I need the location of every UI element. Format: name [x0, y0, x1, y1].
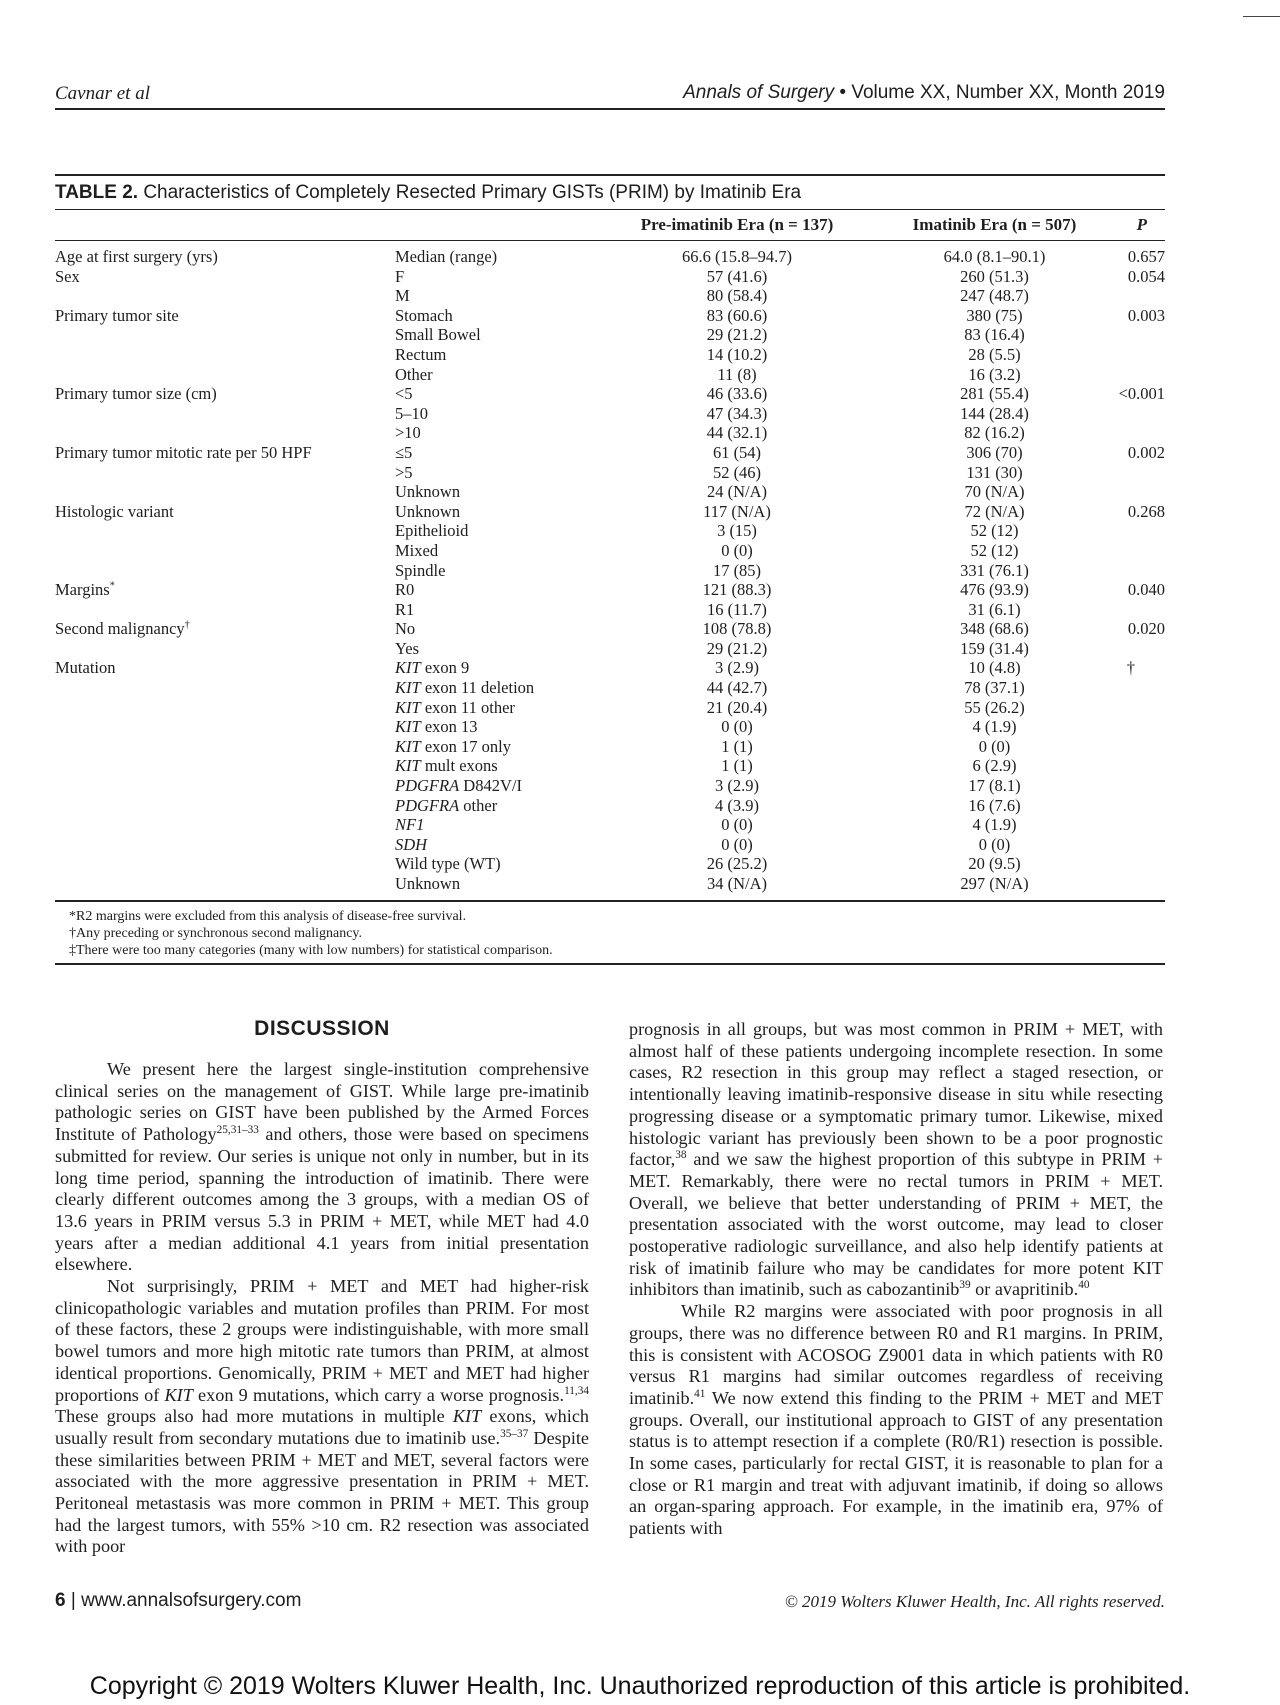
row-category [395, 482, 460, 502]
discussion-right-column [629, 1019, 1163, 1540]
page-footer [55, 1590, 1165, 1616]
footer-separator: | [70, 1590, 76, 1611]
text-run: or avapritinib. [970, 1279, 1079, 1300]
table-row [55, 678, 1165, 698]
pre-imatinib-value: 34 (N/A) [706, 874, 768, 893]
text-run: Not surprisingly, PRIM + MET and MET had higher-risk clinicopathologic variables and mutation profiles than PRIM. For most of these factors, these 2 groups were indistinguishable, with more small bowel tumors and more high mitotic rate tumors than PRIM, at almost identical proportions. Genomically, PRIM + MET and MET had higher proportions of [55, 1276, 589, 1405]
gene-name: KIT [395, 658, 421, 678]
category-label: ≤5 [395, 442, 413, 462]
category-label: No [395, 619, 416, 639]
imatinib-value: 331 (76.1) [960, 560, 1029, 580]
journal-website-link[interactable]: www.annalsofsurgery.com [81, 1590, 302, 1611]
citation: 39 [959, 1279, 971, 1292]
text-run: While R2 margins were associated with poor prognosis in all groups, there was no difference between R0 and R1 margins. In PRIM, this is consistent with ACOSOG Z9001 data in which patients with R0 versus R1 margins had similar outcomes regardless of receiving imatinib. [629, 1301, 1163, 1408]
journal-issue: Volume XX, Number XX, Month 2019 [851, 82, 1165, 103]
imatinib-value: 281 (55.4) [960, 384, 1029, 404]
discussion-left-column [55, 1059, 589, 1558]
imatinib-value: 64.0 (8.1–90.1) [943, 247, 1046, 266]
pre-imatinib-value: 1 (1) [721, 756, 753, 776]
row-category [395, 658, 469, 678]
row-category [395, 874, 460, 894]
gene-name: SDH [395, 834, 428, 854]
category-label: 5–10 [395, 403, 428, 423]
imatinib-value: 6 (2.9) [972, 756, 1017, 776]
p-value: <0.001 [1118, 384, 1165, 404]
pre-imatinib-value: 11 (8) [717, 364, 757, 384]
gene-name: KIT [395, 736, 421, 756]
table-row [55, 443, 1165, 463]
imatinib-value: 260 (51.3) [960, 266, 1029, 286]
table-label: TABLE 2. [55, 182, 139, 203]
table-row [55, 345, 1165, 365]
header-imatinib: Imatinib Era (n = 507) [912, 215, 1077, 234]
gene-name: KIT [164, 1384, 193, 1405]
text-run: We now extend this finding to the PRIM + MET and MET groups. Overall, our institutional approach to GIST of any presentation status is to attempt resection if a complete (R0/R1) resection is possible. In some cases, particularly for rectal GIST, it is reasonable to plan for a close or R1 margin and treat with adjuvant imatinib, if doing so allows an organ-sparing approach. For example, in the imatinib era, 97% of patients with [629, 1387, 1163, 1539]
discussion-paragraph [629, 1301, 1163, 1540]
table-row [55, 580, 1165, 600]
pre-imatinib-value: 3 (2.9) [715, 776, 759, 796]
text-run: These groups also had more mutations in multiple [55, 1406, 453, 1427]
row-category [395, 306, 453, 326]
table-row [55, 737, 1165, 757]
pre-imatinib-value: 4 (3.9) [715, 795, 759, 815]
text-run: exon 9 mutations, which carry a worse prognosis. [192, 1384, 565, 1405]
variable-label: Histologic variant [55, 501, 174, 521]
imatinib-value: 159 (31.4) [960, 638, 1029, 658]
imatinib-value: 16 (3.2) [968, 364, 1021, 384]
gene-name: KIT [395, 697, 421, 717]
category-label: Wild type (WT) [395, 854, 501, 874]
row-variable [55, 658, 116, 678]
copyright-notice: Copyright © 2019 Wolters Kluwer Health, Inc. Unauthorized reproduction of this article is prohibited. [89, 1672, 1191, 1700]
row-category [395, 854, 501, 874]
running-head-journal [683, 82, 1165, 104]
imatinib-value: 31 (6.1) [968, 599, 1021, 619]
category-label: Yes [395, 638, 420, 658]
table-row [55, 267, 1165, 287]
row-variable [55, 502, 174, 522]
pre-imatinib-value: 57 (41.6) [706, 266, 768, 286]
category-label: Rectum [395, 344, 447, 364]
table-row [55, 698, 1165, 718]
imatinib-value: 82 (16.2) [964, 423, 1025, 443]
category-label: Spindle [395, 560, 446, 580]
pre-imatinib-value: 3 (2.9) [715, 658, 759, 678]
footnote-second-malignancy: †Any preceding or synchronous second malignancy. [69, 925, 363, 941]
header-pre-imatinib: Pre-imatinib Era (n = 137) [640, 215, 834, 234]
table-row [55, 756, 1165, 776]
category-label: Epithelioid [395, 521, 469, 541]
imatinib-value: 131 (30) [966, 462, 1023, 482]
table-caption-text: Characteristics of Completely Resected Primary GISTs (PRIM) by Imatinib Era [143, 182, 802, 203]
table-row [55, 639, 1165, 659]
row-category [395, 502, 460, 522]
category-label: exon 11 deletion [420, 678, 535, 698]
pre-imatinib-value: 21 (20.4) [706, 697, 768, 717]
pre-imatinib-value: 29 (21.2) [706, 638, 768, 658]
text-run: Despite these similarities between PRIM + MET and MET, several factors were associated with the more aggressive presentation in PRIM + MET. Peritoneal metastasis was more common in PRIM + MET. This group had the largest tumors, with 55% >10 cm. R2 resection was associated with poor [55, 1427, 589, 1557]
category-label: exon 17 only [420, 736, 511, 756]
imatinib-value: 20 (9.5) [968, 854, 1021, 874]
category-label: D842V/I [459, 776, 522, 796]
category-label: exon 11 other [420, 697, 515, 717]
citation: 25,31–33 [216, 1124, 259, 1137]
row-category [395, 404, 428, 424]
text-run: and others, those were based on specimens submitted for review. Our series is unique not only in number, but in its long time period, spanning the introduction of imatinib. There were clearly different outcomes among the 3 groups, with a median OS of 13.6 years in PRIM versus 5.3 in PRIM + MET, while MET had 4.0 years after a median additional 4.1 years from initial presentation elsewhere. [55, 1124, 589, 1275]
row-category [395, 835, 427, 855]
imatinib-value: 247 (48.7) [960, 286, 1029, 306]
imatinib-value: 17 (8.1) [968, 776, 1021, 796]
row-variable [55, 384, 217, 404]
citation: 40 [1078, 1279, 1090, 1292]
table-row [55, 717, 1165, 737]
table-row [55, 306, 1165, 326]
row-category [395, 639, 419, 659]
row-category [395, 521, 468, 541]
gene-name: KIT [395, 756, 421, 776]
row-variable [55, 267, 80, 287]
footnote-r2: *R2 margins were excluded from this analysis of disease-free survival. [69, 908, 467, 924]
row-category [395, 247, 497, 267]
discussion-paragraph [55, 1276, 589, 1558]
category-label: Unknown [395, 482, 461, 502]
row-variable [55, 247, 218, 267]
citation: 35–37 [500, 1427, 529, 1440]
row-category [395, 286, 410, 306]
table-row [55, 463, 1165, 483]
p-value: 0.020 [1127, 619, 1165, 639]
pre-imatinib-value: 16 (11.7) [707, 599, 767, 619]
pre-imatinib-value: 47 (34.3) [706, 403, 768, 423]
imatinib-value: 297 (N/A) [960, 874, 1029, 893]
discussion-paragraph [55, 1059, 589, 1276]
row-variable [55, 580, 115, 600]
bullet-separator: • [839, 82, 847, 103]
table-row [55, 404, 1165, 424]
discussion-heading: DISCUSSION [254, 1017, 390, 1040]
category-label: >5 [395, 462, 413, 482]
pre-imatinib-value: 24 (N/A) [706, 482, 768, 502]
table-row [55, 325, 1165, 345]
table-row [55, 541, 1165, 561]
imatinib-value: 70 (N/A) [964, 482, 1025, 502]
table-row [55, 247, 1165, 267]
text-run: and we saw the highest proportion of this subtype in PRIM + MET. Remarkably, there were no rectal tumors in PRIM + MET. Overall, we believe that better understanding of PRIM + MET, the presentation associated with the worst outcome, may lead to closer postoperative radiologic surveillance, and also help identify patients at risk of imatinib failure who may be candidates for more potent KIT inhibitors than imatinib, such as cabozantinib [629, 1149, 1163, 1300]
imatinib-value: 72 (N/A) [964, 501, 1025, 521]
p-value: 0.268 [1127, 501, 1165, 521]
pre-imatinib-value: 66.6 (15.8–94.7) [682, 247, 792, 266]
row-category [395, 678, 534, 698]
category-label: R1 [395, 599, 415, 619]
category-label: Unknown [395, 874, 461, 893]
row-category [395, 463, 413, 483]
variable-label: Age at first surgery (yrs) [55, 247, 218, 266]
row-category [395, 580, 414, 600]
pre-imatinib-value: 0 (0) [721, 717, 753, 737]
category-label: F [395, 266, 405, 286]
row-category [395, 737, 511, 757]
table-row [55, 502, 1165, 522]
pre-imatinib-value: 44 (32.1) [706, 423, 768, 443]
page-number: 6 [55, 1590, 66, 1611]
category-label: M [395, 286, 410, 306]
row-category [395, 561, 445, 581]
category-label: Stomach [395, 305, 453, 325]
table-row [55, 854, 1165, 874]
table-row [55, 286, 1165, 306]
pre-imatinib-value: 0 (0) [721, 815, 753, 835]
p-value: † [1126, 658, 1135, 678]
corner-rule [1243, 16, 1280, 17]
row-category [395, 756, 498, 776]
pre-imatinib-value: 26 (25.2) [706, 854, 768, 874]
category-label: other [459, 795, 498, 815]
imatinib-value: 380 (75) [966, 305, 1023, 325]
pre-imatinib-value: 121 (88.3) [702, 580, 772, 600]
gene-name: KIT [395, 717, 421, 737]
pre-imatinib-value: 117 (N/A) [703, 501, 771, 521]
variable-label: Primary tumor mitotic rate per 50 HPF [55, 442, 312, 462]
p-value: 0.657 [1127, 247, 1165, 266]
imatinib-value: 0 (0) [978, 736, 1011, 756]
table-header [55, 210, 1165, 240]
variable-label: Sex [55, 266, 80, 286]
p-value: 0.054 [1127, 266, 1165, 286]
table-2 [55, 174, 1165, 965]
variable-label: Primary tumor size (cm) [55, 384, 217, 404]
table-row [55, 600, 1165, 620]
citation: 11,34 [564, 1384, 589, 1397]
gene-name: KIT [395, 678, 421, 698]
category-label: Median (range) [395, 247, 498, 266]
row-category [395, 365, 433, 385]
footer-rights: © 2019 Wolters Kluwer Health, Inc. All rights reserved. [784, 1592, 1165, 1611]
row-category [395, 796, 497, 816]
row-category [395, 600, 414, 620]
pre-imatinib-value: 0 (0) [721, 834, 753, 854]
table-row [55, 561, 1165, 581]
row-category [395, 541, 438, 561]
table-row [55, 776, 1165, 796]
table-end-rule [55, 963, 1165, 965]
gene-name: PDGFRA [395, 795, 460, 815]
text-run: exons, which usually result from secondary mutations due to imatinib use. [55, 1406, 589, 1448]
gene-name: PDGFRA [395, 776, 460, 796]
table-row [55, 619, 1165, 639]
row-category [395, 619, 415, 639]
row-variable [55, 443, 312, 463]
category-label: mult exons [420, 756, 498, 776]
table-row [55, 658, 1165, 678]
footnote-marker: * [109, 580, 115, 592]
text-run: prognosis in all groups, but was most common in PRIM + MET, with almost half of these patients undergoing incomplete resection. In some cases, R2 resection in this group may reflect a staged resection, or intentionally leaving imatinib-responsive disease in situ while resecting progressing disease or a symptomatic primary tumor. Likewise, mixed histologic variant has previously been shown to be a poor prognostic factor, [629, 1019, 1163, 1170]
variable-label: Mutation [55, 658, 116, 678]
row-category [395, 423, 421, 443]
row-category [395, 776, 522, 796]
row-variable [55, 619, 190, 639]
pre-imatinib-value: 17 (85) [712, 560, 762, 580]
pre-imatinib-value: 29 (21.2) [706, 325, 768, 345]
imatinib-value: 83 (16.4) [964, 325, 1025, 345]
imatinib-value: 348 (68.6) [960, 619, 1029, 639]
imatinib-value: 10 (4.8) [968, 658, 1021, 678]
imatinib-value: 0 (0) [978, 834, 1011, 854]
row-category [395, 267, 404, 287]
table-row [55, 835, 1165, 855]
table-row [55, 423, 1165, 443]
pre-imatinib-value: 80 (58.4) [706, 286, 768, 306]
gene-name: KIT [452, 1406, 482, 1427]
imatinib-value: 52 (12) [970, 540, 1019, 560]
category-label: Other [395, 364, 433, 384]
text-run: We present here the largest single-institution comprehensive clinical series on the management of GIST. While large pre-imatinib pathologic series on GIST have been published by the Armed Forces Institute of Pathology [55, 1059, 589, 1145]
table-footnotes [55, 902, 1165, 963]
row-variable [55, 306, 179, 326]
table-row [55, 521, 1165, 541]
category-label: exon 9 [420, 658, 470, 678]
table-row [55, 365, 1165, 385]
footer-left [55, 1590, 301, 1612]
running-head-authors: Cavnar et al [55, 83, 150, 104]
category-label: Mixed [395, 540, 439, 560]
imatinib-value: 4 (1.9) [972, 717, 1017, 737]
table-row [55, 796, 1165, 816]
category-label: R0 [395, 580, 415, 600]
discussion-paragraph [629, 1019, 1163, 1301]
pre-imatinib-value: 1 (1) [721, 736, 753, 756]
row-category [395, 384, 413, 404]
imatinib-value: 28 (5.5) [968, 344, 1021, 364]
row-category [395, 717, 478, 737]
table-row [55, 482, 1165, 502]
row-category [395, 443, 412, 463]
pre-imatinib-value: 0 (0) [721, 540, 753, 560]
pre-imatinib-value: 46 (33.6) [706, 384, 768, 404]
table-row [55, 874, 1165, 894]
pre-imatinib-value: 44 (42.7) [706, 678, 768, 698]
pre-imatinib-value: 52 (46) [712, 462, 762, 482]
variable-label: Primary tumor site [55, 305, 179, 325]
imatinib-value: 52 (12) [970, 521, 1019, 541]
imatinib-value: 55 (26.2) [964, 697, 1025, 717]
footnote-marker: † [184, 619, 190, 631]
imatinib-value: 78 (37.1) [964, 678, 1025, 698]
imatinib-value: 144 (28.4) [960, 403, 1029, 423]
citation: 38 [675, 1149, 687, 1162]
row-category [395, 815, 424, 835]
row-category [395, 345, 446, 365]
header-p: P [1136, 215, 1147, 234]
table-body [55, 241, 1165, 894]
category-label: >10 [395, 423, 421, 443]
table-caption [55, 176, 1165, 209]
journal-title: Annals of Surgery [683, 82, 835, 103]
imatinib-value: 16 (7.6) [968, 795, 1021, 815]
pre-imatinib-value: 14 (10.2) [706, 344, 768, 364]
gene-name: NF1 [395, 815, 425, 835]
category-label: exon 13 [420, 717, 478, 737]
pre-imatinib-value: 83 (60.6) [706, 305, 768, 325]
p-value: 0.040 [1127, 580, 1165, 600]
table-row [55, 815, 1165, 835]
pre-imatinib-value: 61 (54) [712, 442, 762, 462]
variable-label: Second malignancy [55, 619, 185, 639]
row-category [395, 698, 515, 718]
running-head [55, 80, 1165, 110]
category-label: <5 [395, 384, 413, 404]
imatinib-value: 4 (1.9) [972, 815, 1017, 835]
p-value: 0.003 [1127, 305, 1165, 325]
pre-imatinib-value: 3 (15) [717, 521, 757, 541]
category-label: Small Bowel [395, 325, 481, 345]
table-row [55, 384, 1165, 404]
category-label: Unknown [395, 501, 461, 521]
row-category [395, 325, 481, 345]
citation: 41 [694, 1387, 706, 1400]
footnote-categories: ‡There were too many categories (many with low numbers) for statistical comparison. [69, 942, 553, 958]
p-value: 0.002 [1127, 442, 1165, 462]
imatinib-value: 476 (93.9) [960, 580, 1029, 600]
variable-label: Margins [55, 580, 110, 600]
pre-imatinib-value: 108 (78.8) [702, 619, 772, 639]
imatinib-value: 306 (70) [966, 442, 1023, 462]
